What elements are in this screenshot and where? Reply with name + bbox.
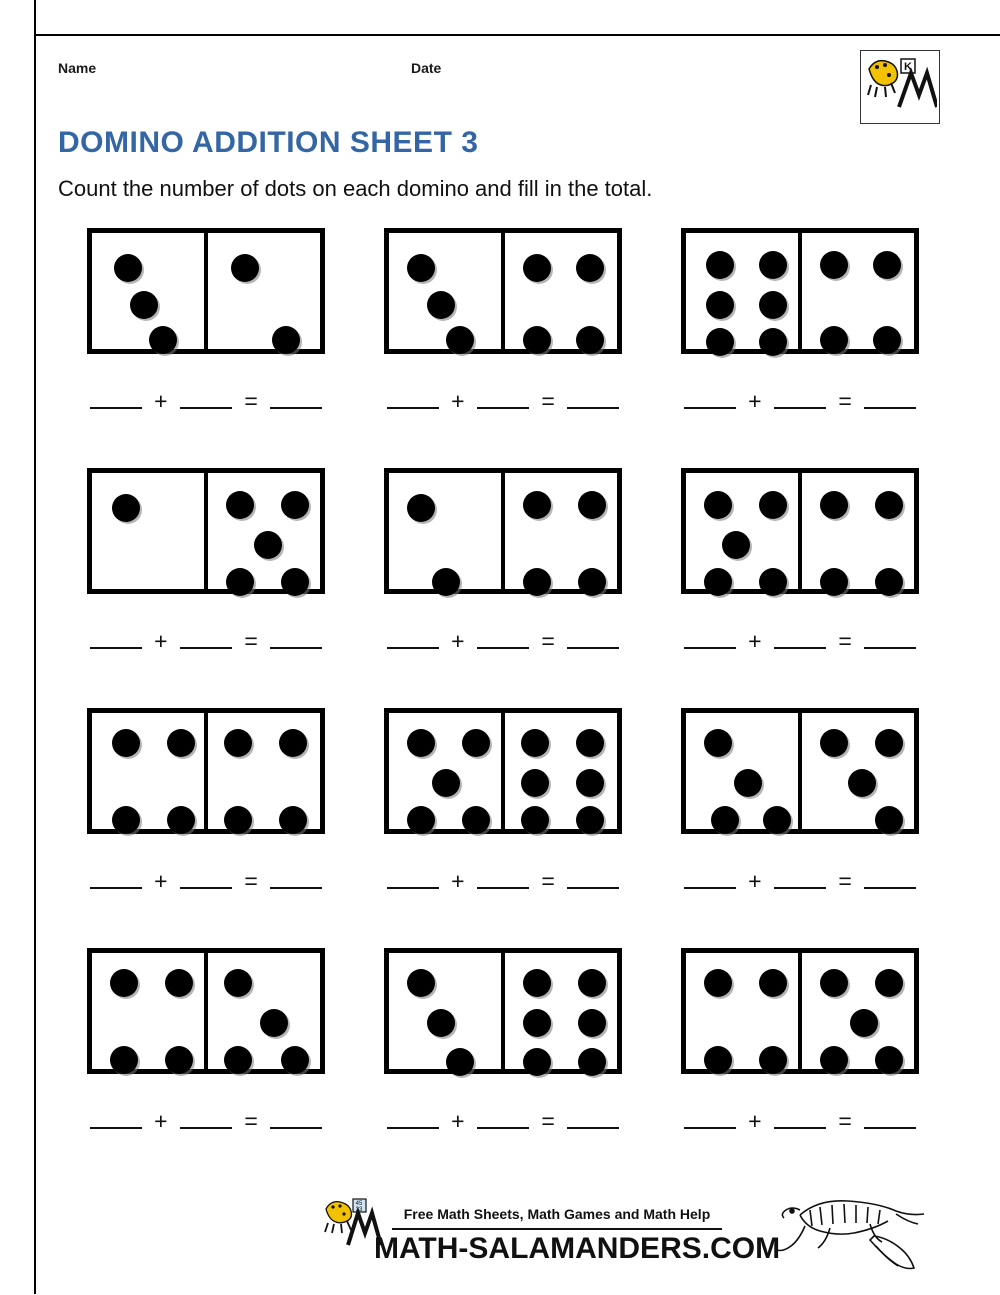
- domino-pip: [272, 326, 300, 354]
- answer-blank-addend2[interactable]: [774, 870, 826, 889]
- domino-tile: [681, 228, 919, 354]
- domino-pip: [167, 806, 195, 834]
- domino-pip: [576, 806, 604, 834]
- math-salamanders-footer-logo: [322, 1195, 382, 1253]
- domino-pip: [165, 969, 193, 997]
- domino-pip: [759, 491, 787, 519]
- domino-tile: [681, 468, 919, 594]
- domino-problem-2: [355, 228, 651, 468]
- answer-blank-addend2[interactable]: [180, 630, 232, 649]
- answer-blank-addend2[interactable]: [477, 870, 529, 889]
- equals-sign: =: [244, 388, 258, 414]
- domino-pip: [576, 254, 604, 282]
- answer-blank-total[interactable]: [567, 870, 619, 889]
- domino-tile: [384, 708, 622, 834]
- domino-half-right: [800, 233, 914, 349]
- domino-grid: [58, 228, 948, 1188]
- equation-line: [58, 868, 354, 895]
- domino-problem-8: [355, 708, 651, 948]
- domino-pip: [114, 254, 142, 282]
- plus-sign: +: [451, 388, 465, 414]
- domino-pip: [149, 326, 177, 354]
- footer-brand: MATH-SALAMANDERS.COM: [374, 1232, 781, 1265]
- answer-blank-addend2[interactable]: [477, 390, 529, 409]
- answer-blank-addend2[interactable]: [774, 630, 826, 649]
- domino-pip: [254, 531, 282, 559]
- domino-pip: [110, 1046, 138, 1074]
- answer-blank-total[interactable]: [270, 390, 322, 409]
- domino-pip: [759, 251, 787, 279]
- domino-half-right: [206, 473, 320, 589]
- domino-pip: [224, 729, 252, 757]
- answer-blank-addend1[interactable]: [387, 1110, 439, 1129]
- domino-half-left: [389, 233, 503, 349]
- date-label: Date: [411, 60, 442, 76]
- domino-pip: [576, 326, 604, 354]
- domino-pip: [446, 326, 474, 354]
- answer-blank-total[interactable]: [567, 630, 619, 649]
- domino-pip: [112, 806, 140, 834]
- domino-pip: [523, 1048, 551, 1076]
- plus-sign: +: [451, 628, 465, 654]
- footer-logo-graphic: [322, 1195, 382, 1253]
- domino-pip: [820, 1046, 848, 1074]
- domino-half-left: [686, 713, 800, 829]
- domino-tile: [681, 948, 919, 1074]
- domino-tile: [87, 948, 325, 1074]
- equals-sign: =: [838, 388, 852, 414]
- equation-line: [58, 1108, 354, 1135]
- domino-tile: [681, 708, 919, 834]
- equals-sign: =: [244, 868, 258, 894]
- domino-problem-5: [355, 468, 651, 708]
- domino-pip: [820, 729, 848, 757]
- domino-pip: [704, 568, 732, 596]
- domino-pip: [523, 969, 551, 997]
- name-label: Name: [58, 60, 97, 76]
- domino-problem-12: [652, 948, 948, 1188]
- domino-problem-11: [355, 948, 651, 1188]
- answer-blank-total[interactable]: [864, 630, 916, 649]
- domino-pip: [446, 1048, 474, 1076]
- equals-sign: =: [838, 628, 852, 654]
- equation-line: [652, 388, 948, 415]
- domino-half-right: [206, 713, 320, 829]
- domino-pip: [432, 769, 460, 797]
- answer-blank-addend1[interactable]: [90, 870, 142, 889]
- domino-half-right: [503, 953, 617, 1069]
- plus-sign: +: [748, 868, 762, 894]
- domino-tile: [87, 468, 325, 594]
- svg-text:33: 33: [355, 1207, 363, 1213]
- plus-sign: +: [748, 388, 762, 414]
- page-title: DOMINO ADDITION SHEET 3: [58, 126, 479, 159]
- footer-divider: [392, 1228, 722, 1230]
- domino-pip: [850, 1009, 878, 1037]
- domino-tile: [384, 948, 622, 1074]
- answer-blank-addend2[interactable]: [477, 630, 529, 649]
- domino-pip: [759, 568, 787, 596]
- answer-blank-total[interactable]: [270, 870, 322, 889]
- worksheet-header: [58, 60, 938, 84]
- domino-pip: [231, 254, 259, 282]
- svg-text:45: 45: [355, 1201, 363, 1207]
- svg-text:K: K: [904, 61, 912, 73]
- domino-pip: [706, 328, 734, 356]
- domino-pip: [224, 806, 252, 834]
- page-border-left: [0, 0, 36, 1294]
- domino-pip: [523, 1009, 551, 1037]
- equation-line: [355, 628, 651, 655]
- domino-half-left: [686, 953, 800, 1069]
- equals-sign: =: [541, 1108, 555, 1134]
- domino-pip: [875, 969, 903, 997]
- domino-tile: [384, 228, 622, 354]
- domino-pip: [521, 806, 549, 834]
- domino-problem-6: [652, 468, 948, 708]
- domino-pip: [820, 251, 848, 279]
- domino-problem-1: [58, 228, 354, 468]
- domino-pip: [226, 491, 254, 519]
- domino-pip: [130, 291, 158, 319]
- domino-half-left: [389, 713, 503, 829]
- domino-pip: [578, 969, 606, 997]
- domino-pip: [260, 1009, 288, 1037]
- domino-pip: [523, 491, 551, 519]
- domino-half-right: [206, 233, 320, 349]
- domino-pip: [875, 1046, 903, 1074]
- domino-pip: [427, 1009, 455, 1037]
- domino-pip: [224, 969, 252, 997]
- plus-sign: +: [154, 388, 168, 414]
- answer-blank-total[interactable]: [864, 870, 916, 889]
- plus-sign: +: [748, 628, 762, 654]
- page-border-top: [0, 0, 1000, 36]
- answer-blank-addend1[interactable]: [684, 1110, 736, 1129]
- domino-pip: [578, 1048, 606, 1076]
- plus-sign: +: [451, 868, 465, 894]
- answer-blank-addend1[interactable]: [684, 630, 736, 649]
- domino-half-left: [686, 473, 800, 589]
- answer-blank-addend1[interactable]: [387, 390, 439, 409]
- answer-blank-total[interactable]: [864, 1110, 916, 1129]
- equals-sign: =: [838, 1108, 852, 1134]
- equation-line: [355, 388, 651, 415]
- answer-blank-total[interactable]: [567, 1110, 619, 1129]
- domino-pip: [820, 969, 848, 997]
- domino-pip: [873, 251, 901, 279]
- domino-pip: [281, 568, 309, 596]
- domino-half-left: [389, 473, 503, 589]
- equals-sign: =: [838, 868, 852, 894]
- domino-half-right: [206, 953, 320, 1069]
- domino-half-left: [686, 233, 800, 349]
- domino-pip: [875, 568, 903, 596]
- math-salamanders-logo: [860, 50, 940, 124]
- answer-blank-addend2[interactable]: [180, 870, 232, 889]
- domino-pip: [711, 806, 739, 834]
- domino-pip: [427, 291, 455, 319]
- domino-half-right: [503, 713, 617, 829]
- equals-sign: =: [244, 628, 258, 654]
- equation-line: [652, 1108, 948, 1135]
- domino-pip: [279, 729, 307, 757]
- domino-pip: [704, 729, 732, 757]
- domino-row: [58, 708, 948, 948]
- footer-tagline: Free Math Sheets, Math Games and Math Help: [403, 1206, 711, 1222]
- plus-sign: +: [154, 628, 168, 654]
- domino-pip: [706, 291, 734, 319]
- equation-line: [58, 388, 354, 415]
- domino-pip: [820, 568, 848, 596]
- domino-problem-7: [58, 708, 354, 948]
- plus-sign: +: [154, 868, 168, 894]
- domino-pip: [820, 491, 848, 519]
- domino-pip: [523, 254, 551, 282]
- domino-pip: [759, 969, 787, 997]
- domino-pip: [523, 568, 551, 596]
- equals-sign: =: [541, 628, 555, 654]
- plus-sign: +: [748, 1108, 762, 1134]
- domino-pip: [820, 326, 848, 354]
- equation-line: [355, 868, 651, 895]
- answer-blank-addend1[interactable]: [90, 630, 142, 649]
- domino-pip: [576, 769, 604, 797]
- salamander-illustration: [770, 1180, 940, 1290]
- equation-line: [58, 628, 354, 655]
- domino-problem-9: [652, 708, 948, 948]
- answer-blank-addend1[interactable]: [684, 390, 736, 409]
- domino-pip: [759, 291, 787, 319]
- domino-pip: [875, 729, 903, 757]
- answer-blank-addend1[interactable]: [684, 870, 736, 889]
- domino-pip: [224, 1046, 252, 1074]
- domino-pip: [279, 806, 307, 834]
- domino-pip: [578, 568, 606, 596]
- page-footer: [0, 1180, 1000, 1290]
- domino-pip: [704, 491, 732, 519]
- domino-pip: [523, 326, 551, 354]
- domino-half-right: [503, 473, 617, 589]
- domino-half-right: [800, 713, 914, 829]
- domino-pip: [875, 491, 903, 519]
- domino-pip: [432, 568, 460, 596]
- logo-graphic: [861, 51, 937, 121]
- answer-blank-addend2[interactable]: [774, 1110, 826, 1129]
- domino-pip: [407, 494, 435, 522]
- domino-pip: [848, 769, 876, 797]
- domino-half-left: [92, 233, 206, 349]
- domino-pip: [722, 531, 750, 559]
- domino-pip: [281, 491, 309, 519]
- domino-tile: [87, 228, 325, 354]
- domino-half-left: [92, 713, 206, 829]
- answer-blank-addend2[interactable]: [180, 1110, 232, 1129]
- domino-problem-3: [652, 228, 948, 468]
- answer-blank-total[interactable]: [270, 630, 322, 649]
- domino-pip: [875, 806, 903, 834]
- domino-pip: [873, 326, 901, 354]
- domino-pip: [521, 729, 549, 757]
- domino-pip: [167, 729, 195, 757]
- domino-half-left: [92, 953, 206, 1069]
- domino-pip: [704, 1046, 732, 1074]
- domino-tile: [87, 708, 325, 834]
- answer-blank-addend2[interactable]: [477, 1110, 529, 1129]
- domino-pip: [110, 969, 138, 997]
- answer-blank-addend2[interactable]: [180, 390, 232, 409]
- domino-half-right: [800, 473, 914, 589]
- answer-blank-addend1[interactable]: [387, 870, 439, 889]
- domino-pip: [521, 769, 549, 797]
- domino-pip: [407, 254, 435, 282]
- domino-row: [58, 228, 948, 468]
- domino-pip: [112, 729, 140, 757]
- answer-blank-addend1[interactable]: [90, 390, 142, 409]
- domino-pip: [578, 491, 606, 519]
- answer-blank-total[interactable]: [864, 390, 916, 409]
- domino-pip: [281, 1046, 309, 1074]
- domino-pip: [578, 1009, 606, 1037]
- domino-pip: [734, 769, 762, 797]
- domino-pip: [407, 729, 435, 757]
- domino-half-left: [92, 473, 206, 589]
- equals-sign: =: [541, 868, 555, 894]
- domino-pip: [706, 251, 734, 279]
- domino-pip: [462, 729, 490, 757]
- answer-blank-total[interactable]: [567, 390, 619, 409]
- answer-blank-addend1[interactable]: [90, 1110, 142, 1129]
- answer-blank-total[interactable]: [270, 1110, 322, 1129]
- equals-sign: =: [541, 388, 555, 414]
- domino-pip: [704, 969, 732, 997]
- domino-row: [58, 468, 948, 708]
- domino-half-right: [503, 233, 617, 349]
- answer-blank-addend2[interactable]: [774, 390, 826, 409]
- domino-pip: [407, 969, 435, 997]
- domino-pip: [576, 729, 604, 757]
- domino-pip: [165, 1046, 193, 1074]
- domino-problem-4: [58, 468, 354, 708]
- salamander-graphic: [770, 1180, 940, 1290]
- domino-pip: [462, 806, 490, 834]
- domino-tile: [384, 468, 622, 594]
- domino-row: [58, 948, 948, 1188]
- domino-half-right: [800, 953, 914, 1069]
- domino-problem-10: [58, 948, 354, 1188]
- domino-pip: [226, 568, 254, 596]
- plus-sign: +: [451, 1108, 465, 1134]
- domino-half-left: [389, 953, 503, 1069]
- domino-pip: [763, 806, 791, 834]
- domino-pip: [759, 1046, 787, 1074]
- instructions: Count the number of dots on each domino and fill in the total.: [58, 176, 653, 201]
- equation-line: [355, 1108, 651, 1135]
- equation-line: [652, 868, 948, 895]
- equation-line: [652, 628, 948, 655]
- domino-pip: [759, 328, 787, 356]
- plus-sign: +: [154, 1108, 168, 1134]
- equals-sign: =: [244, 1108, 258, 1134]
- domino-pip: [112, 494, 140, 522]
- domino-pip: [407, 806, 435, 834]
- answer-blank-addend1[interactable]: [387, 630, 439, 649]
